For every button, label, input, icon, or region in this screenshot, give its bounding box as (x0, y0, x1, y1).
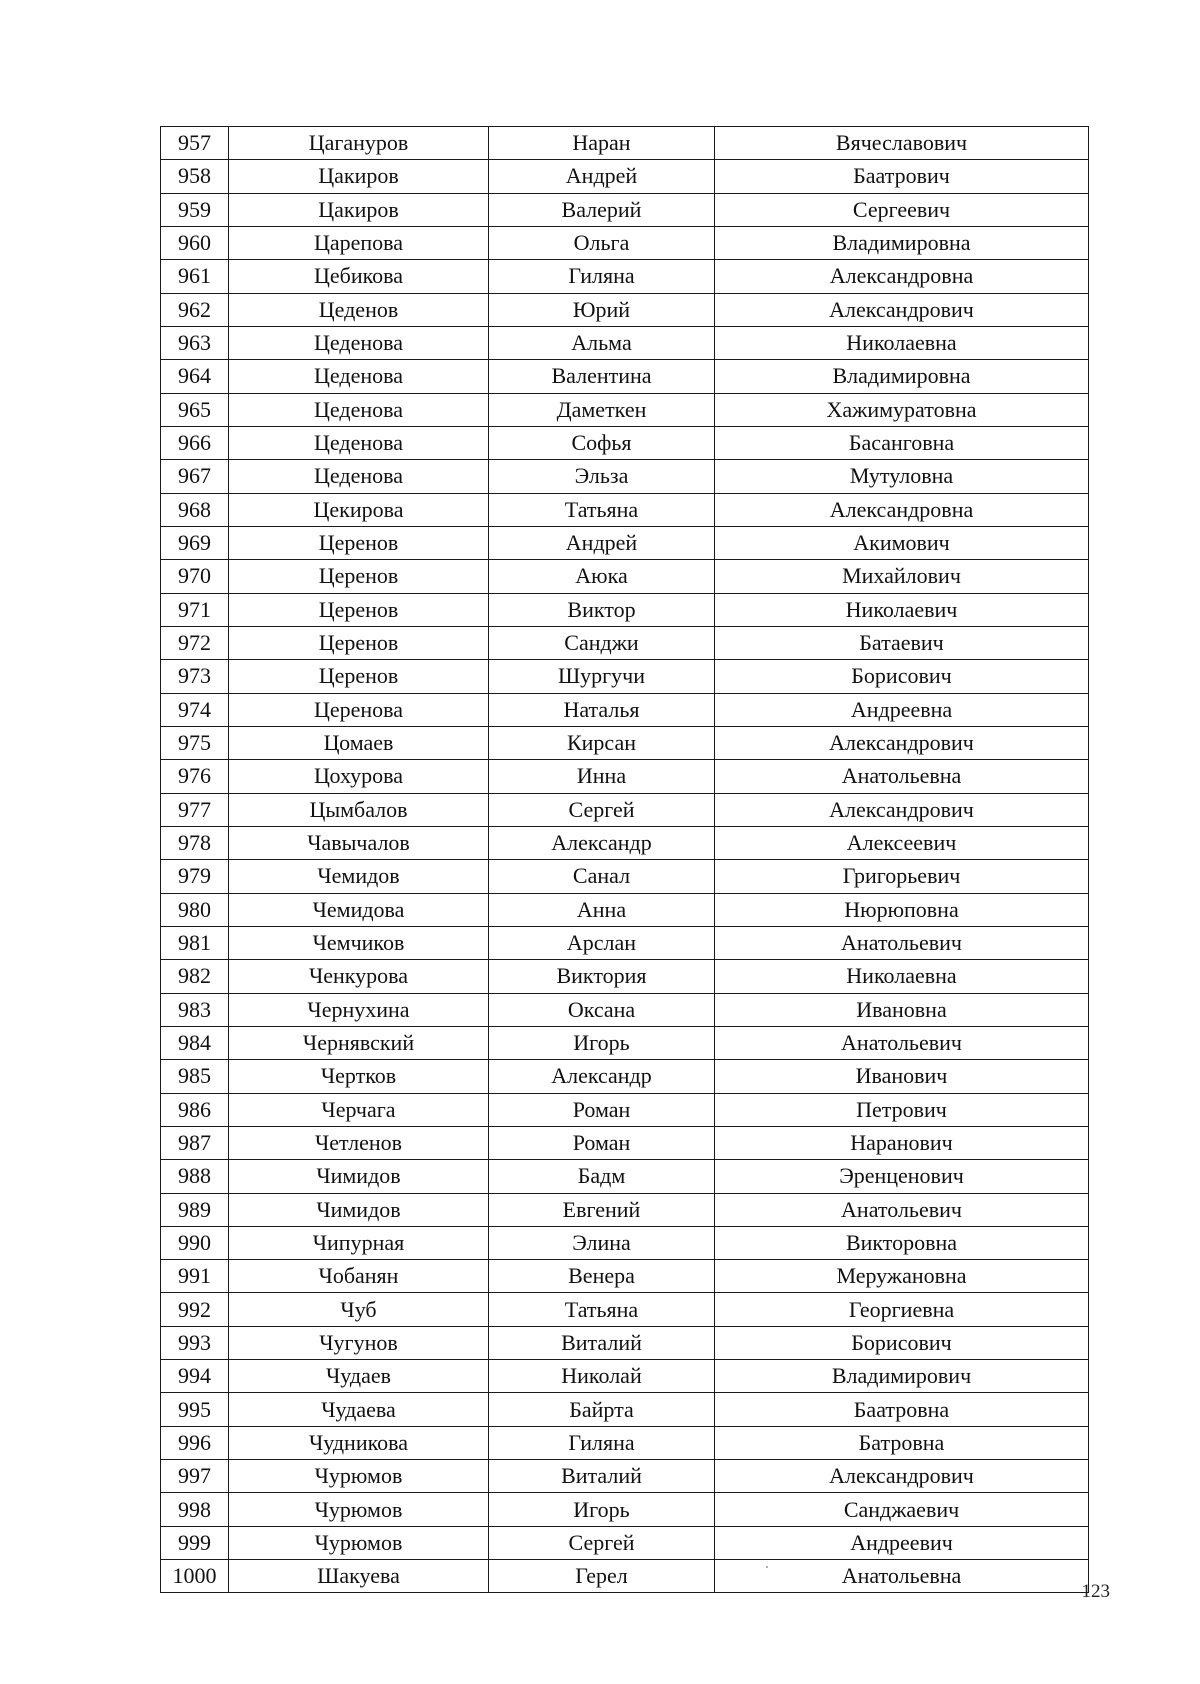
row-number-cell: 980 (161, 893, 229, 926)
table-row (161, 160, 1089, 193)
row-number-cell: 964 (161, 360, 229, 393)
last-name-cell: Церенов (229, 526, 489, 559)
patronymic-cell: Петрович (715, 1093, 1089, 1126)
last-name-cell: Чурюмов (229, 1526, 489, 1559)
roster-table-body (161, 127, 1089, 1593)
last-name-cell: Черчага (229, 1093, 489, 1126)
patronymic-cell: Акимович (715, 526, 1089, 559)
last-name-cell: Цакиров (229, 160, 489, 193)
row-number-cell: 978 (161, 826, 229, 859)
table-row (161, 660, 1089, 693)
last-name-cell: Чипурная (229, 1226, 489, 1259)
first-name-cell: Гиляна (489, 260, 715, 293)
patronymic-cell: Ивановна (715, 993, 1089, 1026)
first-name-cell: Шургучи (489, 660, 715, 693)
patronymic-cell: Анатольевич (715, 1193, 1089, 1226)
row-number-cell: 999 (161, 1526, 229, 1559)
row-number-cell: 987 (161, 1126, 229, 1159)
patronymic-cell: Мутуловна (715, 460, 1089, 493)
last-name-cell: Чемидов (229, 860, 489, 893)
patronymic-cell: Александрович (715, 726, 1089, 759)
table-row (161, 1493, 1089, 1526)
row-number-cell: 965 (161, 393, 229, 426)
roster-table-container (160, 126, 1089, 1593)
patronymic-cell: Николаевна (715, 326, 1089, 359)
patronymic-cell: Наранович (715, 1126, 1089, 1159)
row-number-cell: 979 (161, 860, 229, 893)
last-name-cell: Цекирова (229, 493, 489, 526)
first-name-cell: Герел (489, 1560, 715, 1593)
table-row (161, 860, 1089, 893)
first-name-cell: Санал (489, 860, 715, 893)
patronymic-cell: Анатольевич (715, 926, 1089, 959)
table-row (161, 926, 1089, 959)
row-number-cell: 972 (161, 626, 229, 659)
table-row (161, 127, 1089, 160)
row-number-cell: 962 (161, 293, 229, 326)
last-name-cell: Чуб (229, 1293, 489, 1326)
last-name-cell: Цохурова (229, 760, 489, 793)
first-name-cell: Андрей (489, 160, 715, 193)
first-name-cell: Татьяна (489, 493, 715, 526)
last-name-cell: Чертков (229, 1060, 489, 1093)
patronymic-cell: Владимировна (715, 226, 1089, 259)
first-name-cell: Роман (489, 1093, 715, 1126)
first-name-cell: Даметкен (489, 393, 715, 426)
patronymic-cell: Александрович (715, 1460, 1089, 1493)
table-row (161, 393, 1089, 426)
table-row (161, 1326, 1089, 1359)
row-number-cell: 957 (161, 127, 229, 160)
row-number-cell: 988 (161, 1160, 229, 1193)
table-row (161, 1160, 1089, 1193)
table-row (161, 193, 1089, 226)
table-row (161, 1360, 1089, 1393)
table-row (161, 260, 1089, 293)
first-name-cell: Николай (489, 1360, 715, 1393)
first-name-cell: Юрий (489, 293, 715, 326)
table-row (161, 493, 1089, 526)
first-name-cell: Арслан (489, 926, 715, 959)
row-number-cell: 1000 (161, 1560, 229, 1593)
patronymic-cell: Георгиевна (715, 1293, 1089, 1326)
last-name-cell: Царепова (229, 226, 489, 259)
table-row (161, 693, 1089, 726)
row-number-cell: 967 (161, 460, 229, 493)
last-name-cell: Цеденова (229, 360, 489, 393)
first-name-cell: Роман (489, 1126, 715, 1159)
row-number-cell: 960 (161, 226, 229, 259)
table-row (161, 1426, 1089, 1459)
patronymic-cell: Баатрович (715, 160, 1089, 193)
patronymic-cell: Александровна (715, 493, 1089, 526)
table-row (161, 1026, 1089, 1059)
patronymic-cell: Эренценович (715, 1160, 1089, 1193)
row-number-cell: 990 (161, 1226, 229, 1259)
last-name-cell: Церенов (229, 593, 489, 626)
patronymic-cell: Анатольевна (715, 760, 1089, 793)
patronymic-cell: Андреевич (715, 1526, 1089, 1559)
last-name-cell: Церенов (229, 626, 489, 659)
first-name-cell: Оксана (489, 993, 715, 1026)
first-name-cell: Элина (489, 1226, 715, 1259)
last-name-cell: Цеденова (229, 393, 489, 426)
last-name-cell: Цеденова (229, 460, 489, 493)
last-name-cell: Четленов (229, 1126, 489, 1159)
first-name-cell: Анна (489, 893, 715, 926)
row-number-cell: 998 (161, 1493, 229, 1526)
first-name-cell: Виктория (489, 960, 715, 993)
patronymic-cell: Владимировна (715, 360, 1089, 393)
row-number-cell: 981 (161, 926, 229, 959)
first-name-cell: Валентина (489, 360, 715, 393)
patronymic-cell: Владимирович (715, 1360, 1089, 1393)
first-name-cell: Бадм (489, 1160, 715, 1193)
last-name-cell: Чурюмов (229, 1460, 489, 1493)
row-number-cell: 994 (161, 1360, 229, 1393)
patronymic-cell: Сергеевич (715, 193, 1089, 226)
first-name-cell: Альма (489, 326, 715, 359)
first-name-cell: Александр (489, 1060, 715, 1093)
patronymic-cell: Михайлович (715, 560, 1089, 593)
row-number-cell: 959 (161, 193, 229, 226)
first-name-cell: Эльза (489, 460, 715, 493)
row-number-cell: 963 (161, 326, 229, 359)
row-number-cell: 966 (161, 426, 229, 459)
table-row (161, 426, 1089, 459)
row-number-cell: 996 (161, 1426, 229, 1459)
patronymic-cell: Александрович (715, 293, 1089, 326)
table-row (161, 1093, 1089, 1126)
last-name-cell: Чурюмов (229, 1493, 489, 1526)
row-number-cell: 986 (161, 1093, 229, 1126)
table-row (161, 760, 1089, 793)
table-row (161, 1126, 1089, 1159)
row-number-cell: 989 (161, 1193, 229, 1226)
table-row (161, 1560, 1089, 1593)
row-number-cell: 985 (161, 1060, 229, 1093)
patronymic-cell: Анатольевич (715, 1026, 1089, 1059)
patronymic-cell: Меружановна (715, 1260, 1089, 1293)
first-name-cell: Евгений (489, 1193, 715, 1226)
first-name-cell: Наран (489, 127, 715, 160)
patronymic-cell: Николаевна (715, 960, 1089, 993)
table-row (161, 1226, 1089, 1259)
patronymic-cell: Александровна (715, 260, 1089, 293)
last-name-cell: Чудникова (229, 1426, 489, 1459)
last-name-cell: Цеденова (229, 326, 489, 359)
table-row (161, 326, 1089, 359)
row-number-cell: 984 (161, 1026, 229, 1059)
patronymic-cell: Анатольевна (715, 1560, 1089, 1593)
last-name-cell: Чемчиков (229, 926, 489, 959)
last-name-cell: Церенова (229, 693, 489, 726)
patronymic-cell: Алексеевич (715, 826, 1089, 859)
table-row (161, 960, 1089, 993)
last-name-cell: Чернявский (229, 1026, 489, 1059)
patronymic-cell: Баатровна (715, 1393, 1089, 1426)
table-row (161, 360, 1089, 393)
row-number-cell: 971 (161, 593, 229, 626)
table-row (161, 893, 1089, 926)
first-name-cell: Санджи (489, 626, 715, 659)
last-name-cell: Церенов (229, 660, 489, 693)
row-number-cell: 975 (161, 726, 229, 759)
first-name-cell: Аюка (489, 560, 715, 593)
last-name-cell: Цагануров (229, 127, 489, 160)
last-name-cell: Чобанян (229, 1260, 489, 1293)
table-row (161, 526, 1089, 559)
first-name-cell: Андрей (489, 526, 715, 559)
patronymic-cell: Иванович (715, 1060, 1089, 1093)
patronymic-cell: Нюрюповна (715, 893, 1089, 926)
first-name-cell: Байрта (489, 1393, 715, 1426)
table-row (161, 826, 1089, 859)
first-name-cell: Венера (489, 1260, 715, 1293)
row-number-cell: 995 (161, 1393, 229, 1426)
table-row (161, 1193, 1089, 1226)
patronymic-cell: Хажимуратовна (715, 393, 1089, 426)
row-number-cell: 973 (161, 660, 229, 693)
last-name-cell: Цеденова (229, 426, 489, 459)
table-row (161, 1060, 1089, 1093)
table-row (161, 993, 1089, 1026)
row-number-cell: 974 (161, 693, 229, 726)
last-name-cell: Чимидов (229, 1160, 489, 1193)
row-number-cell: 982 (161, 960, 229, 993)
last-name-cell: Чудаева (229, 1393, 489, 1426)
first-name-cell: Ольга (489, 226, 715, 259)
table-row (161, 1460, 1089, 1493)
row-number-cell: 983 (161, 993, 229, 1026)
patronymic-cell: Викторовна (715, 1226, 1089, 1259)
first-name-cell: Игорь (489, 1493, 715, 1526)
first-name-cell: Татьяна (489, 1293, 715, 1326)
row-number-cell: 992 (161, 1293, 229, 1326)
first-name-cell: Виталий (489, 1460, 715, 1493)
last-name-cell: Чернухина (229, 993, 489, 1026)
row-number-cell: 969 (161, 526, 229, 559)
first-name-cell: Кирсан (489, 726, 715, 759)
last-name-cell: Чимидов (229, 1193, 489, 1226)
last-name-cell: Шакуева (229, 1560, 489, 1593)
first-name-cell: Инна (489, 760, 715, 793)
last-name-cell: Цомаев (229, 726, 489, 759)
patronymic-cell: Григорьевич (715, 860, 1089, 893)
patronymic-cell: Андреевна (715, 693, 1089, 726)
last-name-cell: Цымбалов (229, 793, 489, 826)
row-number-cell: 958 (161, 160, 229, 193)
row-number-cell: 970 (161, 560, 229, 593)
first-name-cell: Сергей (489, 1526, 715, 1559)
first-name-cell: Виктор (489, 593, 715, 626)
row-number-cell: 961 (161, 260, 229, 293)
last-name-cell: Церенов (229, 560, 489, 593)
table-row (161, 793, 1089, 826)
patronymic-cell: Николаевич (715, 593, 1089, 626)
table-row (161, 1393, 1089, 1426)
last-name-cell: Чугунов (229, 1326, 489, 1359)
first-name-cell: Софья (489, 426, 715, 459)
last-name-cell: Чудаев (229, 1360, 489, 1393)
patronymic-cell: Александрович (715, 793, 1089, 826)
row-number-cell: 977 (161, 793, 229, 826)
first-name-cell: Александр (489, 826, 715, 859)
table-row (161, 593, 1089, 626)
page-number: 123 (1081, 1581, 1110, 1602)
row-number-cell: 997 (161, 1460, 229, 1493)
table-row (161, 1293, 1089, 1326)
patronymic-cell: Борисович (715, 660, 1089, 693)
first-name-cell: Виталий (489, 1326, 715, 1359)
table-row (161, 293, 1089, 326)
table-row (161, 460, 1089, 493)
table-row (161, 560, 1089, 593)
last-name-cell: Чемидова (229, 893, 489, 926)
first-name-cell: Наталья (489, 693, 715, 726)
first-name-cell: Сергей (489, 793, 715, 826)
table-row (161, 626, 1089, 659)
table-row (161, 1260, 1089, 1293)
patronymic-cell: Батаевич (715, 626, 1089, 659)
last-name-cell: Чавычалов (229, 826, 489, 859)
row-number-cell: 976 (161, 760, 229, 793)
first-name-cell: Валерий (489, 193, 715, 226)
roster-table (160, 126, 1089, 1593)
patronymic-cell: Басанговна (715, 426, 1089, 459)
table-row (161, 226, 1089, 259)
patronymic-cell: Батровна (715, 1426, 1089, 1459)
table-row (161, 726, 1089, 759)
last-name-cell: Цеденов (229, 293, 489, 326)
row-number-cell: 993 (161, 1326, 229, 1359)
first-name-cell: Гиляна (489, 1426, 715, 1459)
patronymic-cell: Борисович (715, 1326, 1089, 1359)
first-name-cell: Игорь (489, 1026, 715, 1059)
patronymic-cell: Санджаевич (715, 1493, 1089, 1526)
table-row (161, 1526, 1089, 1559)
last-name-cell: Ченкурова (229, 960, 489, 993)
scan-speck (766, 1566, 768, 1568)
patronymic-cell: Вячеславович (715, 127, 1089, 160)
row-number-cell: 968 (161, 493, 229, 526)
last-name-cell: Цебикова (229, 260, 489, 293)
last-name-cell: Цакиров (229, 193, 489, 226)
row-number-cell: 991 (161, 1260, 229, 1293)
